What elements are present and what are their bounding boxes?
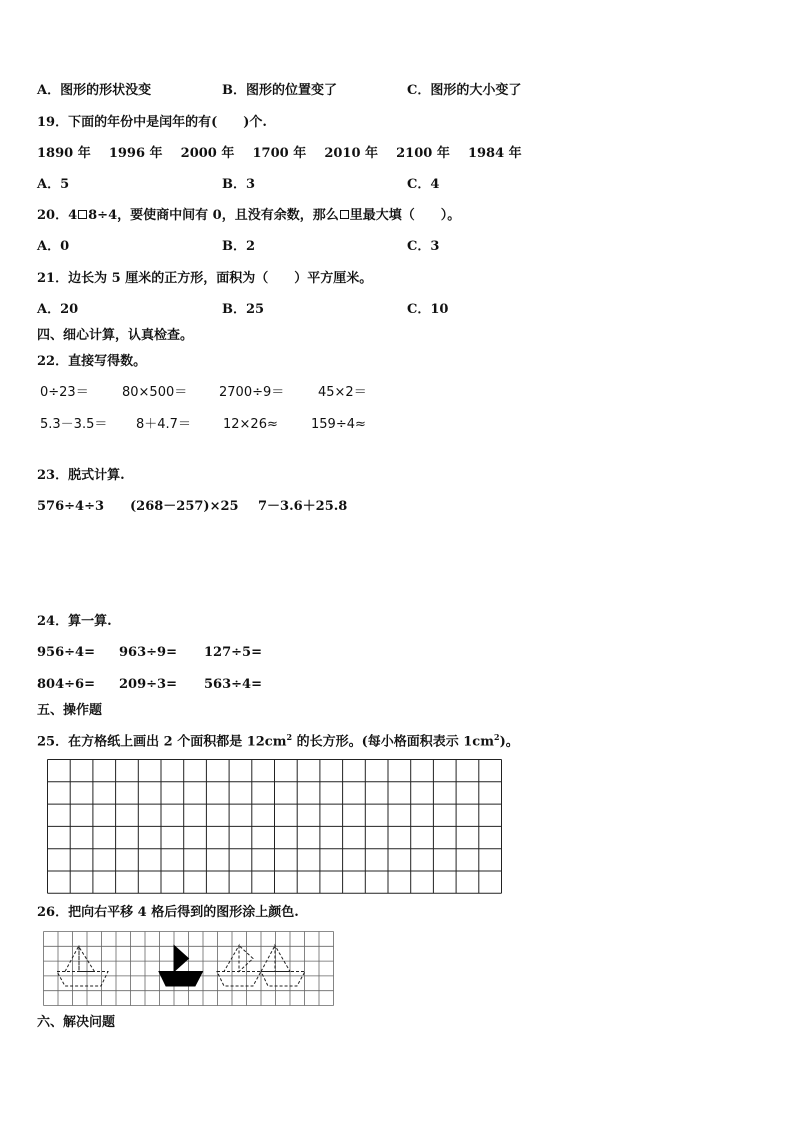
q25-stem-c: )。 <box>499 734 519 750</box>
q18-option-a[interactable]: A．图形的形状没变 <box>37 83 152 98</box>
year-item: 1890 年 <box>37 146 91 161</box>
q25-stem-b: 的长方形。(每小格面积表示 1cm <box>292 734 494 750</box>
calc-item: 45×2＝ <box>318 385 367 400</box>
calc-item: 8＋4.7＝ <box>136 417 191 432</box>
year-item: 1996 年 <box>108 146 163 161</box>
q20-option-a[interactable]: A．0 <box>37 239 70 254</box>
calc-item: 963÷9= <box>119 645 177 660</box>
q19-option-b[interactable]: B．3 <box>222 177 256 192</box>
calc-item: 956÷4= <box>37 645 95 660</box>
dashed-boat-icon[interactable] <box>261 946 305 987</box>
black-boat-icon <box>159 946 203 987</box>
q23-stem: 23．脱式计算. <box>37 468 125 483</box>
q19-stem: 19．下面的年份中是闰年的有( )个. <box>37 115 267 130</box>
q21-option-c[interactable]: C．10 <box>407 302 449 317</box>
q22-stem: 22．直接写得数。 <box>37 354 147 369</box>
superscript: 2 <box>286 732 293 742</box>
q18-option-b[interactable]: B．图形的位置变了 <box>222 83 337 98</box>
year-item: 1700 年 <box>252 146 307 161</box>
calc-item: 127÷5= <box>204 645 262 660</box>
blank-box-icon <box>78 210 87 219</box>
q19-option-a[interactable]: A．5 <box>37 177 70 192</box>
q21-option-b[interactable]: B．25 <box>222 302 265 317</box>
section-four-title: 四、细心计算，认真检查。 <box>37 328 194 343</box>
year-item: 2000 年 <box>180 146 235 161</box>
square-grid-paper[interactable] <box>46 758 504 895</box>
dashed-boat-icon <box>57 946 108 987</box>
calc-item: 2700÷9＝ <box>219 385 285 400</box>
q21-stem: 21．边长为 5 厘米的正方形，面积为（ ）平方厘米。 <box>37 271 373 286</box>
q20-stem <box>37 208 460 224</box>
q20-stem-part2: 8÷4，要使商中间有 0，且没有余数，那么 <box>88 208 339 223</box>
year-item: 2100 年 <box>396 146 450 161</box>
calc-item: 0÷23＝ <box>40 385 89 400</box>
q20-stem-part3: 里最大填（ ）。 <box>349 208 461 223</box>
q26-stem: 26．把向右平移 4 格后得到的图形涂上颜色. <box>37 905 299 920</box>
calc-item: 576÷4÷3 <box>37 499 105 514</box>
q20-option-b[interactable]: B．2 <box>222 239 256 254</box>
q20-stem-part1: 20．4 <box>37 208 78 223</box>
translation-grid <box>43 931 335 1008</box>
q19-years <box>37 146 522 162</box>
year-item: 1984 年 <box>467 146 522 161</box>
q20-option-c[interactable]: C．3 <box>407 239 440 254</box>
q25-stem-a: 25．在方格纸上画出 2 个面积都是 12cm <box>37 734 287 750</box>
q24-stem: 24．算一算. <box>37 614 112 629</box>
calc-item: 7－3.6＋25.8 <box>258 499 348 514</box>
blank-box-icon <box>340 210 349 219</box>
superscript: 2 <box>493 732 500 742</box>
calc-item: 80×500＝ <box>122 385 188 400</box>
calc-item: 563÷4= <box>204 677 262 692</box>
calc-item: 159÷4≈ <box>311 417 366 432</box>
section-five-title: 五、操作题 <box>37 703 103 718</box>
q21-option-a[interactable]: A．20 <box>37 302 79 317</box>
q19-option-c[interactable]: C．4 <box>407 177 440 192</box>
calc-item: 5.3－3.5＝ <box>40 417 108 432</box>
year-item: 2010 年 <box>324 146 379 161</box>
section-six-title: 六、解决问题 <box>37 1015 116 1030</box>
dashed-boat-icon[interactable] <box>217 946 261 987</box>
calc-item: 12×26≈ <box>223 417 278 432</box>
q18-option-c[interactable]: C．图形的大小变了 <box>407 83 522 98</box>
calc-item: (268－257)×25 <box>130 499 239 514</box>
calc-item: 804÷6= <box>37 677 95 692</box>
calc-item: 209÷3= <box>119 677 177 692</box>
q25-stem <box>37 729 519 750</box>
